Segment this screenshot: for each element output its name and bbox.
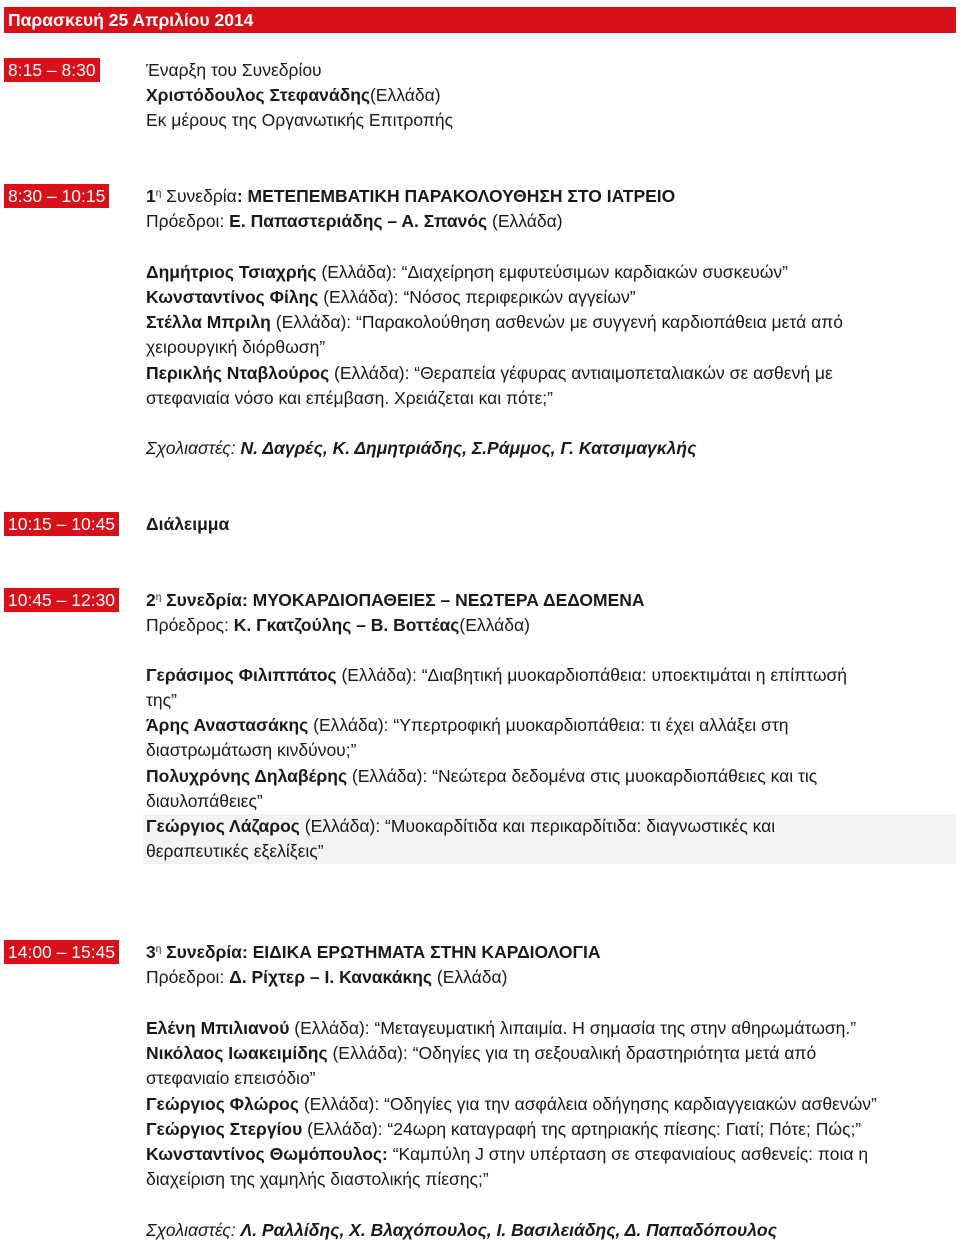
session-2-number: 2 [146, 590, 156, 610]
talk-continuation: στεφανιαία νόσο και επέμβαση. Χρειάζεται και πότε;” [146, 388, 553, 408]
talk-title: (Ελλάδα): “Νόσος περιφερικών αγγείων” [318, 287, 636, 307]
session-1-number: 1 [146, 186, 156, 206]
time-slot-session-1: 8:30 – 10:15 [4, 184, 109, 208]
talk-title: “Καμπύλη J στην υπέρταση σε στεφανιαίους ασθενείς: ποια η [387, 1144, 869, 1164]
session-3-sup: η [155, 944, 162, 955]
session-1-commentators [146, 436, 696, 461]
opening-speaker [146, 83, 441, 108]
chairs-country: (Ελλάδα) [487, 211, 563, 231]
time-slot-session-2: 10:45 – 12:30 [4, 588, 119, 612]
talk-continuation: στεφανιαίο επεισόδιο” [146, 1068, 316, 1088]
chairs-country: (Ελλάδα) [432, 967, 508, 987]
talk-title: (Ελλάδα): “Νεώτερα δεδομένα στις μυοκαρδιοπάθειες και τις [347, 766, 818, 786]
talk-title: (Ελλάδα): “24ωρη καταγραφή της αρτηριακής πίεσης: Γιατί; Πότε; Πώς;” [302, 1119, 862, 1139]
talk-continuation: θεραπευτικές εξελίξεις” [146, 841, 324, 861]
time-slot-break: 10:15 – 10:45 [4, 512, 119, 536]
commentators-names: Ν. Δαγρές, Κ. Δημητριάδης, Σ.Ράμμος, Γ. Κατσιμαγκλής [240, 438, 697, 458]
speaker-name: Περικλής Νταβλούρος [146, 363, 330, 383]
talk-item [146, 260, 788, 285]
speaker-name: Γεώργιος Στεργίου [146, 1119, 303, 1139]
break-label [146, 512, 229, 537]
talk-continuation: χειρουργική διόρθωση” [146, 337, 326, 357]
day-header: Παρασκευή 25 Απριλίου 2014 [4, 7, 956, 33]
commentators-names: Λ. Ραλλίδης, Χ. Βλαχόπουλος, Ι. Βασιλειάδης, Δ. Παπαδόπουλος [240, 1220, 777, 1240]
speaker-name: Πολυχρόνης Δηλαβέρης [146, 766, 348, 786]
talk-item [146, 1092, 877, 1117]
speaker-name: Δημήτριος Τσιαχρής [146, 262, 317, 282]
talk-title: (Ελλάδα): “Υπερτροφική μυοκαρδιοπάθεια: τι έχει αλλάξει στη [308, 715, 789, 735]
speaker-name: Στέλλα Μπριλη [146, 312, 271, 332]
opening-title: Έναρξη του Συνεδρίου [146, 60, 322, 80]
speaker-name: Νικόλαος Ιωακειμίδης [146, 1043, 328, 1063]
talk-continuation: διαυλοπάθειες” [146, 791, 263, 811]
speaker-name: Γεράσιμος Φιλιππάτος [146, 665, 337, 685]
talk-title: (Ελλάδα): “Μυοκαρδίτιδα και περικαρδίτιδα: διαγνωστικές και [299, 816, 776, 836]
break-text: Διάλειμμα [146, 514, 230, 534]
chairs-names: Κ. Γκατζούλης – Β. Βοττέας [233, 615, 460, 635]
session-1-chairs [146, 209, 563, 234]
speaker-name: Ελένη Μπιλιανού [146, 1018, 290, 1038]
talk-title: (Ελλάδα): “Διαχείρηση εμφυτεύσιμων καρδιακών συσκευών” [316, 262, 788, 282]
session-2-topic: Συνεδρία: ΜΥΟΚΑΡΔΙΟΠΑΘΕΙΕΣ – ΝΕΩΤΕΡΑ ΔΕΔΟΜΕΝΑ [161, 590, 645, 610]
speaker-name: Άρης Αναστασάκης [146, 715, 309, 735]
talk-continuation: της” [146, 690, 177, 710]
talk-item [146, 1016, 856, 1041]
talk-item [146, 361, 833, 386]
session-2-chairs [146, 613, 530, 638]
session-3-chairs [146, 965, 507, 990]
talk-title: (Ελλάδα): “Θεραπεία γέφυρας αντιαιμοπεταλιακών σε ασθενή με [329, 363, 833, 383]
time-slot-session-3: 14:00 – 15:45 [4, 940, 119, 964]
chairs-label: Πρόεδρος: [146, 615, 234, 635]
chairs-label: Πρόεδροι: [146, 967, 230, 987]
session-3-commentators [146, 1218, 777, 1243]
talk-title: (Ελλάδα): “Μεταγευματική λιπαιμία. Η σημασία της στην αθηρωμάτωση.” [289, 1018, 857, 1038]
talk-title: (Ελλάδα): “Παρακολούθηση ασθενών με συγγενή καρδιοπάθεια μετά από [270, 312, 844, 332]
talk-item [146, 285, 636, 310]
talk-item [146, 814, 775, 839]
talk-item [146, 663, 847, 688]
talk-item [146, 310, 843, 335]
commentators-label: Σχολιαστές: [146, 1220, 241, 1240]
session-3-number: 3 [146, 942, 156, 962]
session-2-title [146, 588, 645, 613]
talk-continuation: διαχείριση της χαμηλής διαστολικής πίεσης;” [146, 1169, 489, 1189]
talk-title: (Ελλάδα): “Διαβητική μυοκαρδιοπάθεια: υποεκτιμάται η επίπτωσή [336, 665, 848, 685]
speaker-name: Γεώργιος Φλώρος [146, 1094, 299, 1114]
talk-continuation: διαστρωμάτωση κινδύνου;” [146, 740, 357, 760]
chairs-names: Ε. Παπαστεριάδης – Α. Σπανός [229, 211, 488, 231]
talk-item [146, 1117, 861, 1142]
session-1-topic: : ΜΕΤΕΠΕΜΒΑΤΙΚΗ ΠΑΡΑΚΟΛΟΥΘΗΣΗ ΣΤΟ ΙΑΤΡΕΙΟ [236, 186, 676, 206]
commentators-label: Σχολιαστές: [146, 438, 241, 458]
speaker-name: Γεώργιος Λάζαρος [146, 816, 300, 836]
talk-item [146, 1142, 868, 1167]
speaker-name: Χριστόδουλος Στεφανάδης [146, 85, 370, 105]
talk-title: (Ελλάδα): “Οδηγίες για την ασφάλεια οδήγησης καρδιαγγειακών ασθενών” [298, 1094, 877, 1114]
chairs-label: Πρόεδροι: [146, 211, 230, 231]
talk-title: (Ελλάδα): “Οδηγίες για τη σεξουαλική δραστηριότητα μετά από [327, 1043, 817, 1063]
speaker-country: (Ελλάδα) [369, 85, 441, 105]
session-3-title [146, 940, 601, 965]
speaker-name: Κωνσταντίνος Θωμόπουλος: [146, 1144, 388, 1164]
talk-item [146, 764, 817, 789]
chairs-country: (Ελλάδα) [459, 615, 530, 635]
session-1-prefix: Συνεδρία [161, 186, 237, 206]
session-3-topic: Συνεδρία: ΕΙΔΙΚΑ ΕΡΩΤΗΜΑΤΑ ΣΤΗΝ ΚΑΡΔΙΟΛΟΓΙΑ [161, 942, 601, 962]
talk-item [146, 1041, 816, 1066]
speaker-name: Κωνσταντίνος Φίλης [146, 287, 319, 307]
chairs-names: Δ. Ρίχτερ – Ι. Κανακάκης [229, 967, 433, 987]
time-slot-opening: 8:15 – 8:30 [4, 58, 100, 82]
session-2-sup: η [155, 592, 162, 603]
talk-item [146, 713, 789, 738]
opening-note: Εκ μέρους της Οργανωτικής Επιτροπής [146, 110, 454, 130]
session-1-sup: η [155, 188, 162, 199]
session-1-title [146, 184, 675, 209]
